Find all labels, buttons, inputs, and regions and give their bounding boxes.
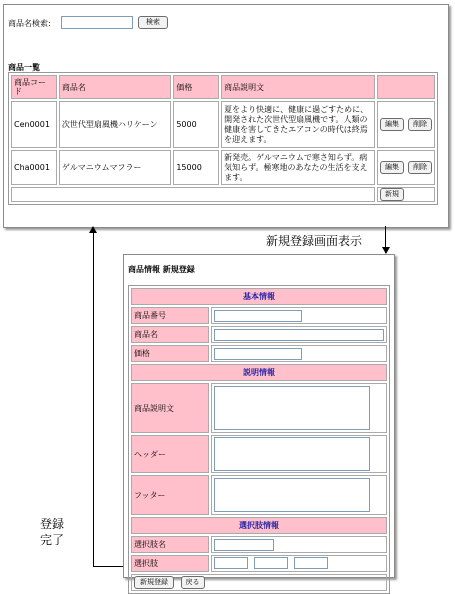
section-desc: 説明情報 (131, 364, 387, 381)
product-price: 15000 (173, 150, 219, 185)
footer-cell (11, 187, 375, 202)
arrow-bottom-line (93, 566, 124, 567)
new-cell (377, 187, 435, 202)
new-button[interactable]: 新規 (380, 188, 404, 201)
column-header: 価格 (173, 75, 219, 99)
delete-button[interactable]: 削除 (408, 161, 432, 174)
option-input-3[interactable] (294, 557, 328, 569)
search-button[interactable]: 検索 (138, 16, 168, 29)
search-label: 商品名検索: (8, 19, 51, 28)
product-code: Cen0001 (11, 101, 57, 148)
to-new-label: 新規登録画面表示 (266, 234, 363, 248)
label-option-name: 選択肢名 (131, 536, 209, 553)
label-footer: フッター (131, 475, 209, 515)
edit-button[interactable]: 編集 (380, 161, 404, 174)
section-options: 選択肢情報 (131, 517, 387, 534)
label-price: 価格 (131, 345, 209, 362)
product-table (8, 72, 438, 205)
column-header: 商品説明文 (221, 75, 375, 99)
back-button[interactable]: 戻る (181, 576, 205, 589)
page-title: 商品情報 新規登録 (128, 265, 195, 274)
column-header: 商品コード (11, 75, 57, 99)
product-number-input[interactable] (214, 310, 302, 322)
row-actions (377, 150, 435, 185)
product-description: 新発売。ゲルマニウムで寒さ知らず。病気知らず。極寒地のあなたの生活を支えます。 (221, 150, 375, 185)
label-options: 選択肢 (131, 555, 209, 572)
product-code: Cha0001 (11, 150, 57, 185)
product-name: ゲルマニウムマフラー (59, 150, 171, 185)
row-actions (377, 101, 435, 148)
option-input-1[interactable] (214, 557, 248, 569)
option-name-input[interactable] (214, 539, 274, 551)
label-description: 商品説明文 (131, 383, 209, 433)
product-price: 5000 (173, 101, 219, 148)
section-title: 商品一覧 (8, 63, 40, 72)
search-input[interactable] (61, 16, 133, 29)
label-product-number: 商品番号 (131, 307, 209, 324)
description-textarea[interactable] (214, 386, 370, 430)
header-textarea[interactable] (214, 437, 370, 471)
register-form-screen (123, 254, 395, 586)
section-basic: 基本情報 (131, 288, 387, 305)
column-header: 商品名 (59, 75, 171, 99)
form-table (128, 285, 390, 594)
column-header-actions (377, 75, 435, 99)
arrow-down-head (382, 247, 390, 254)
form-buttons (131, 574, 387, 591)
table-row (11, 150, 435, 185)
arrow-up-head (89, 226, 97, 233)
register-button[interactable]: 新規登録 (134, 576, 174, 589)
product-name: 次世代型扇風機ハリケーン (59, 101, 171, 148)
edit-button[interactable]: 編集 (380, 118, 404, 131)
product-description: 夏をより快適に、健康に過ごすために、開発された次世代型扇風機です。人類の健康を害してきたエアコンの時代は終焉を迎えます。 (221, 101, 375, 148)
product-name-input[interactable] (214, 329, 384, 341)
footer-textarea[interactable] (214, 478, 370, 512)
label-header: ヘッダー (131, 435, 209, 473)
done-label: 登録 完了 (40, 517, 65, 547)
table-row (11, 101, 435, 148)
arrow-up-line (93, 232, 94, 566)
product-list-screen (3, 4, 449, 228)
delete-button[interactable]: 削除 (408, 118, 432, 131)
option-input-2[interactable] (254, 557, 288, 569)
price-input[interactable] (214, 348, 302, 360)
label-product-name: 商品名 (131, 326, 209, 343)
